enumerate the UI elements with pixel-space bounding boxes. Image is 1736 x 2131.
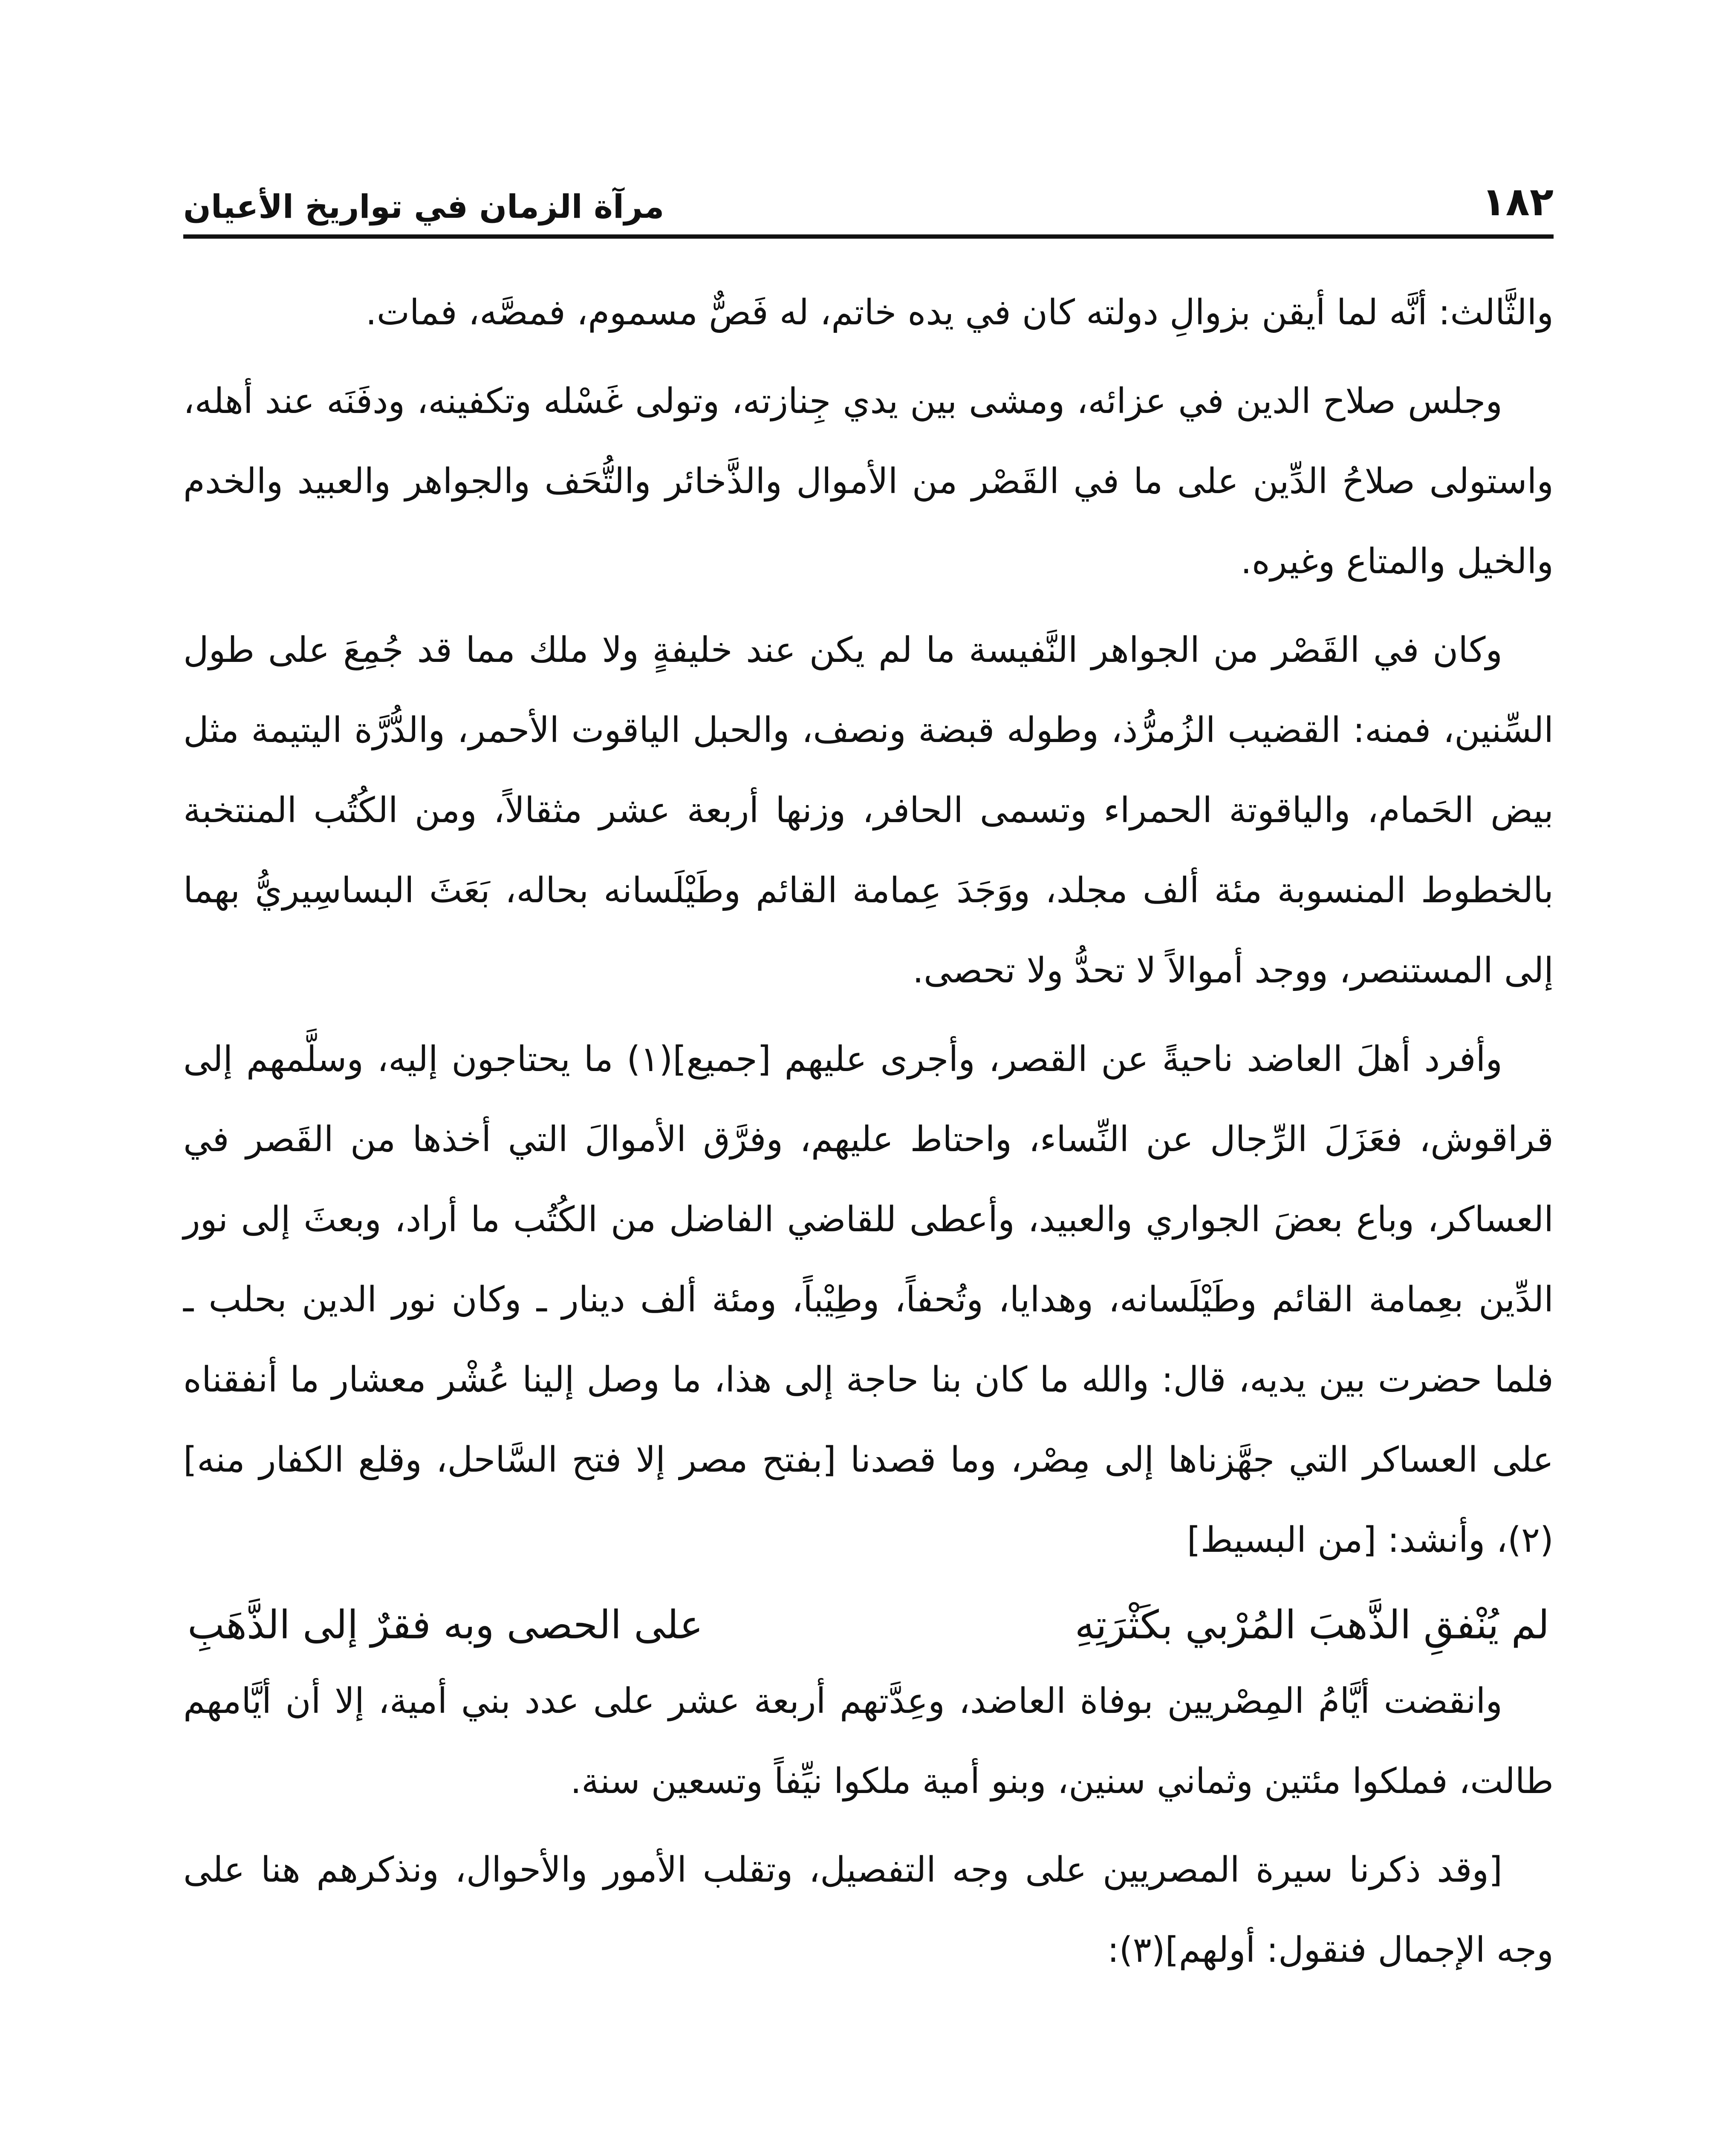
page-number: ١٨٢ <box>1482 179 1554 225</box>
running-header <box>183 170 1554 239</box>
verse-second-hemistich: على الحصى وبه فقرٌ إلى الذَّهَبِ <box>188 1602 703 1648</box>
paragraph: [وقد ذكرنا سيرة المصريين على وجه التفصيل، وتقلب الأمور والأحوال، ونذكرهم هنا على وجه الإجمال فنقول: أولهم](٣): <box>183 1850 1554 1970</box>
paragraph: وكان في القَصْر من الجواهر النَّفيسة ما لم يكن عند خليفةٍ ولا ملك مما قد جُمِعَ على طول السِّنين، فمنه: القضيب الزُمرُّذ، وطوله قبضة ونصف، والحبل الياقوت الأحمر، والدُّرَّة اليتيمة مثل بيض الحَمام، والياقوتة الحمراء وتسمى الحافر، وزنها أربعة عشر مثقالاً، ومن الكُتُب المنتخبة بالخطوط المنسوبة مئة ألف مجلد، ووَجَدَ عِمامة القائم وطَيْلَسانه بحاله، بَعَثَ البساسِيريُّ بهما إلى المستنصر، ووجد أموالاً لا تحدُّ ولا تحصى. <box>183 630 1554 991</box>
poetry-verse <box>183 1589 1554 1661</box>
main-text <box>183 273 1554 1999</box>
verse-first-hemistich: لم يُنْفقِ الذَّهبَ المُرْبي بكَثْرَتِهِ <box>1075 1602 1549 1648</box>
paragraph: والثَّالث: أنَّه لما أيقن بزوالِ دولته كان في يده خاتم، له فَصٌّ مسموم، فمصَّه، فمات. <box>365 292 1554 333</box>
running-title: مرآة الزمان في تواريخ الأعيان <box>183 188 664 225</box>
paragraph: وأفرد أهلَ العاضد ناحيةً عن القصر، وأجرى عليهم [جميع](١) ما يحتاجون إليه، وسلَّمهم إلى قراقوش، فعَزَلَ الرِّجال عن النِّساء، واحتاط عليهم، وفرَّق الأموالَ التي أخذها من القَصر في العساكر، وباع بعضَ الجواري والعبيد، وأعطى للقاضي الفاضل من الكُتُب ما أراد، وبعثَ إلى نور الدِّين بعِمامة القائم وطَيْلَسانه، وهدايا، وتُحفاً، وطِيْباً، ومئة ألف دينار ـ وكان نور الدين بحلب ـ فلما حضرت بين يديه، قال: والله ما كان بنا حاجة إلى هذا، ما وصل إلينا عُشْر معشار ما أنفقناه على العساكر التي جهَّزناها إلى مِصْر، وما قصدنا [بفتح مصر إلا فتح السَّاحل، وقلع الكفار منه](٢)، وأنشد: [من البسيط] <box>183 1039 1554 1560</box>
paragraph: وجلس صلاح الدين في عزائه، ومشى بين يدي جِنازته، وتولى غَسْله وتكفينه، ودفَنَه عند أهله، واستولى صلاحُ الدِّين على ما في القَصْر من الأموال والذَّخائر والتُّحَف والجواهر والعبيد والخدم والخيل والمتاع وغيره. <box>183 381 1554 582</box>
paragraph: وانقضت أيَّامُ المِصْريين بوفاة العاضد، وعِدَّتهم أربعة عشر على عدد بني أمية، إلا أن أيَّامهم طالت، فملكوا مئتين وثماني سنين، وبنو أمية ملكوا نيِّفاً وتسعين سنة. <box>183 1681 1554 1802</box>
